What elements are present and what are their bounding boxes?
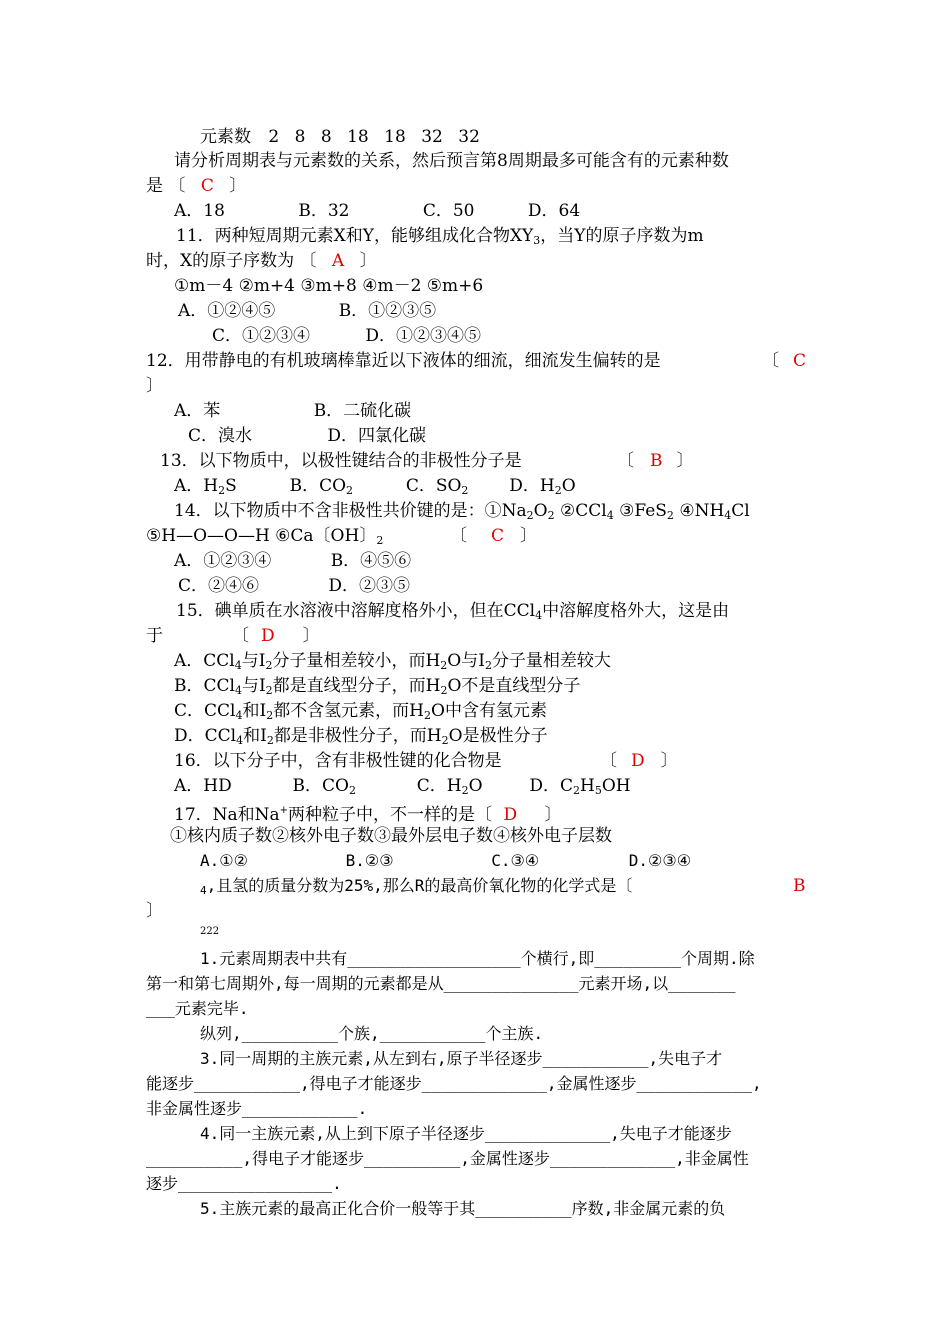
q14-bracket: 〔 C 〕 xyxy=(450,526,538,546)
q18-close: 〕 xyxy=(146,901,163,921)
fill-q4-line2: __________,得电子才能逐步__________,金属性逐步_____________,非金属性 xyxy=(146,1149,749,1168)
q15-option-d: D．CCl$_4$和$I_2$都是非极性分子，而$H_2O$是极性分子 xyxy=(174,726,548,747)
fill-q5: 5.主族元素的最高正化合价一般等于其__________序数,非金属元素的负 xyxy=(200,1199,726,1218)
q15-stem-line2: 于 xyxy=(146,626,163,646)
q15-option-b: B．CCl$_4$与$I_2$都是直线型分子，而$H_2O$不是直线型分子 xyxy=(174,676,581,697)
q14-answer: C xyxy=(491,526,505,546)
q11-stem-line1: 11．两种短周期元素X和Y，能够组成化合物$XY_3$，当Y的原子序数为m xyxy=(176,226,704,247)
q11-options-row2: C．①②③④ D．①②③④⑤ xyxy=(212,326,482,346)
fill-q3-line2: 能逐步___________,得电子才能逐步_____________,金属性逐步____________, xyxy=(146,1074,762,1093)
q14-stem-line2: ⑤H—O—O—H ⑥Ca〔OH〕$_2$ xyxy=(146,526,384,547)
q15-answer: D xyxy=(261,626,275,646)
q12-bracket: 〔 C xyxy=(762,351,807,371)
element-count-row: 元素数 2 8 8 18 18 32 32 xyxy=(200,127,480,147)
fill-q2: 纵列,__________个族,___________个主族. xyxy=(200,1024,544,1043)
fill-q4-line3: 逐步________________. xyxy=(146,1174,342,1193)
q15-bracket: 〔 D 〕 xyxy=(232,626,320,646)
marker-text: 222 xyxy=(200,926,220,937)
q13-bracket: 〔 B 〕 xyxy=(617,451,694,471)
q16-answer: D xyxy=(631,751,645,771)
q17-options: A.①② B.②③ C.③④ D.②③④ xyxy=(200,851,692,870)
fill-q4-line1: 4.同一主族元素,从上到下原子半径逐步_____________,失电子才能逐步 xyxy=(200,1124,732,1143)
q11-items: ①m－4 ②m+4 ③m+8 ④m－2 ⑤m+6 xyxy=(174,276,484,296)
q11-answer: A xyxy=(331,251,345,271)
q16-bracket: 〔 D 〕 xyxy=(600,751,678,771)
q11-options-row1: A．①②④⑤ B．①②③⑤ xyxy=(178,301,437,321)
q17-stem: 17．Na和Na+两种粒子中，不一样的是〔 D 〕 xyxy=(174,805,562,825)
q12-options-row2: C．溴水 D．四氯化碳 xyxy=(188,426,427,446)
q18-stem: $_4$,且氢的质量分数为25%,那么R的最高价氧化物的化学式是〔 xyxy=(200,876,633,897)
q12-close: 〕 xyxy=(146,376,163,396)
q15-stem-line1: 15．碘单质在水溶液中溶解度格外小，但在CCl$_4$中溶解度格外大，这是由 xyxy=(176,601,730,622)
q14-options-row2: C．②④⑥ D．②③⑤ xyxy=(178,576,411,596)
q10-stem-line1: 请分析周期表与元素数的关系，然后预言第8周期最多可能含有的元素种数 xyxy=(174,151,729,171)
row-label: 元素数 xyxy=(200,127,251,147)
q16-options: A．HD B．$CO_2$ C．$H_2O$ D．$C_2H_5OH$ xyxy=(174,776,631,797)
fill-q1-line2: 第一和第七周期外,每一周期的元素都是从______________元素开场,以_______ xyxy=(146,974,736,993)
q10-answer: C xyxy=(200,176,214,196)
q17-answer: D xyxy=(503,805,518,825)
q12-answer: C xyxy=(793,351,807,371)
q13-stem: 13．以下物质中，以极性键结合的非极性分子是 xyxy=(160,451,522,471)
fill-q1-line1: 1.元素周期表中共有__________________个横行,即_________个周期.除 xyxy=(200,949,755,968)
q10-stem-line2: 是 〔 C 〕 xyxy=(146,176,247,196)
q12-options-row1: A．苯 B．二硫化碳 xyxy=(174,401,412,421)
q14-stem-line1: 14．以下物质中不含非极性共价键的是：$①Na_2O_2$ ②CCl$_4$ ③FeS$_2$ $④NH_4Cl$ xyxy=(174,501,750,522)
q10-options: A．18 B．32 C．50 D．64 xyxy=(174,201,581,221)
q11-stem-line2: 时，X的原子序数为 〔 A 〕 xyxy=(146,251,377,271)
fill-q3-line3: 非金属性逐步____________. xyxy=(146,1099,368,1118)
q12-stem: 12．用带静电的有机玻璃棒靠近以下液体的细流，细流发生偏转的是 xyxy=(146,351,661,371)
q13-options: A．$H_2S$ B．$CO_2$ C．$SO_2$ D．$H_2O$ xyxy=(174,476,576,497)
q14-options-row1: A．①②③④ B．④⑤⑥ xyxy=(174,551,412,571)
q15-option-a: A．CCl$_4$与$I_2$分子量相差较小，而$H_2O$与$I_2$分子量相差较大 xyxy=(174,651,611,672)
q15-option-c: C．CCl$_4$和$I_2$都不含氢元素，而$H_2O$中含有氢元素 xyxy=(174,701,547,722)
fill-q1-line3: ___元素完毕. xyxy=(146,999,249,1018)
q13-answer: B xyxy=(650,451,663,471)
fill-q3-line1: 3.同一周期的主族元素,从左到右,原子半径逐步___________,失电子才 xyxy=(200,1049,723,1068)
q16-stem: 16．以下分子中，含有非极性键的化合物是 xyxy=(174,751,502,771)
q17-items: ①核内质子数②核外电子数③最外层电子数④核外电子层数 xyxy=(170,826,612,846)
q18-answer: B xyxy=(793,876,806,896)
